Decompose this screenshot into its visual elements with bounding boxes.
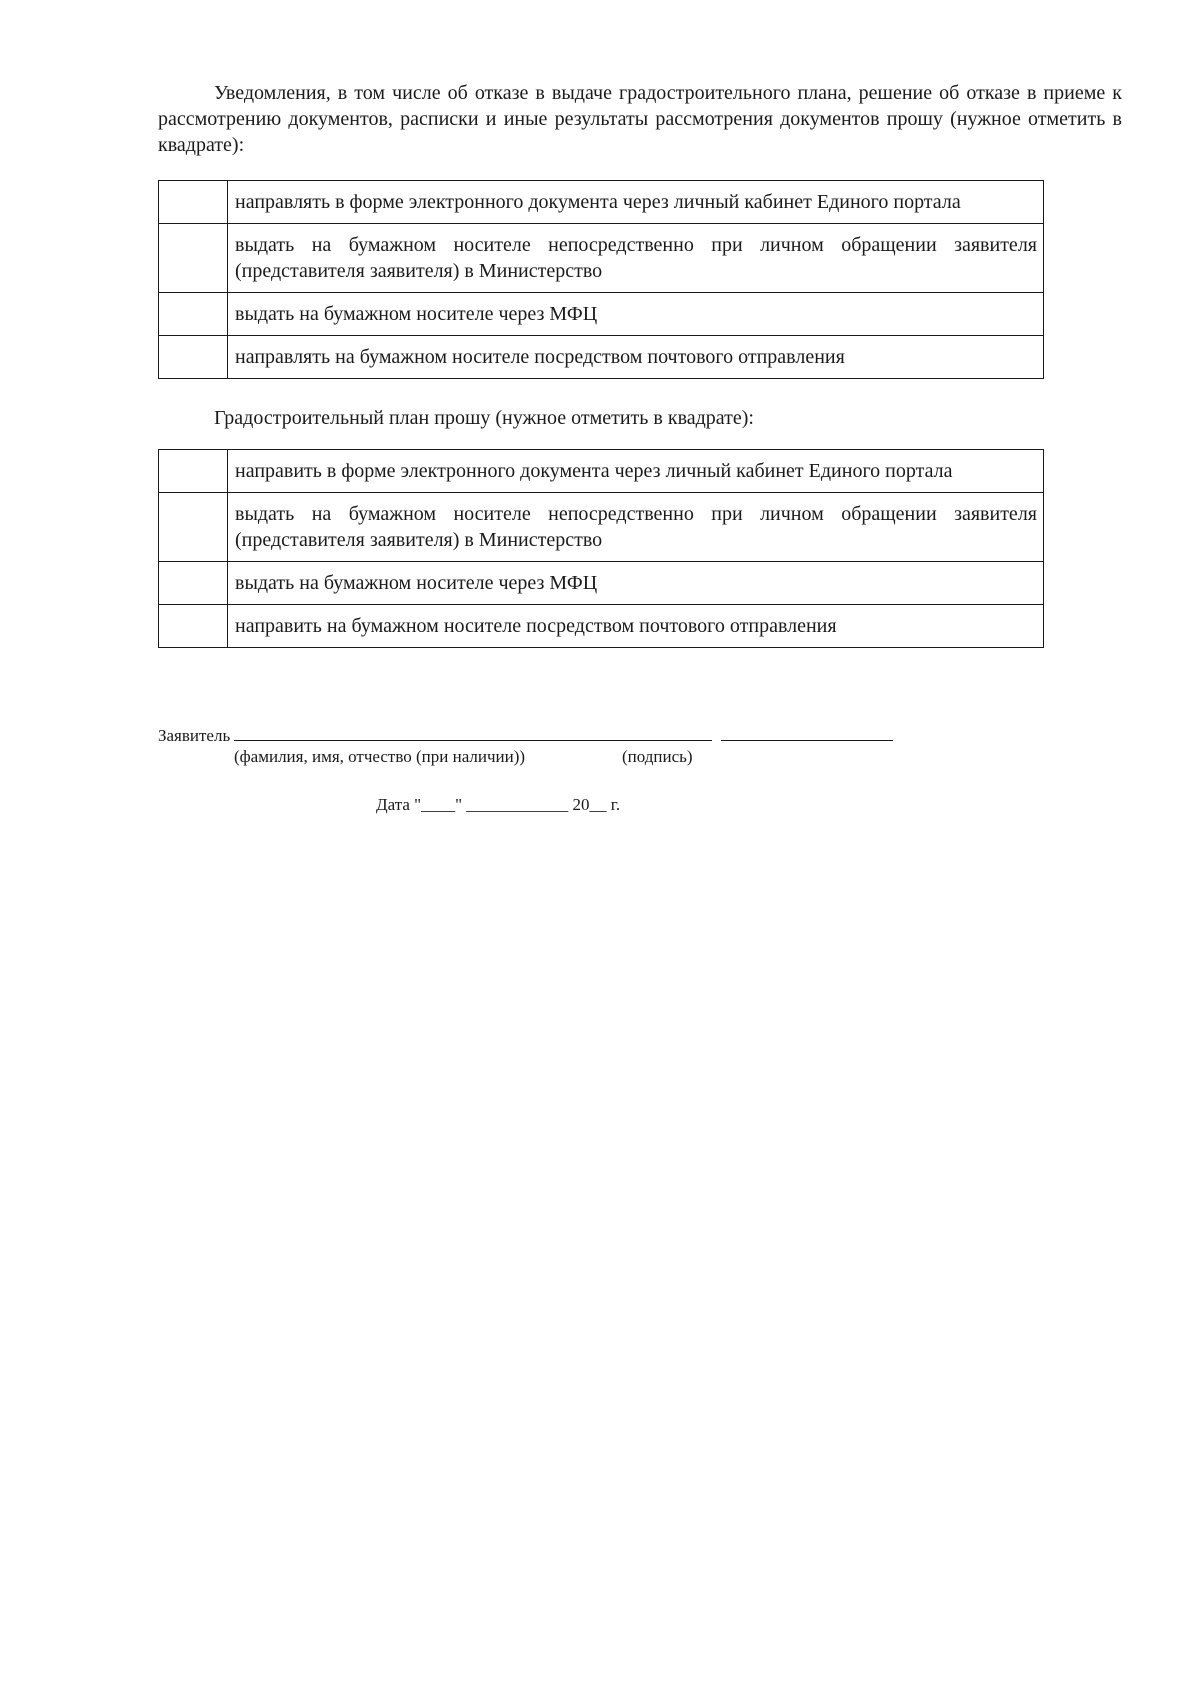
- applicant-name-field[interactable]: [234, 722, 712, 741]
- applicant-label: Заявитель: [158, 726, 231, 745]
- checkbox-cell[interactable]: [159, 336, 228, 379]
- table-row: [159, 605, 1044, 648]
- applicant-signature-line: [158, 722, 893, 746]
- option-label: направить в форме электронного документа через личный кабинет Единого портала: [228, 450, 1044, 493]
- checkbox-cell[interactable]: [159, 224, 228, 293]
- option-label: выдать на бумажном носителе непосредственно при личном обращении заявителя (представителя заявителя) в Министерство: [228, 224, 1044, 293]
- table-row: [159, 336, 1044, 379]
- table-row: [159, 181, 1044, 224]
- name-caption: (фамилия, имя, отчество (при наличии)): [234, 747, 526, 766]
- plan-options-table: [158, 449, 1044, 648]
- checkbox-cell[interactable]: [159, 181, 228, 224]
- date-line: Дата "____" ____________ 20__ г.: [376, 795, 621, 814]
- plan-intro: Градостроительный план прошу (нужное отметить в квадрате):: [214, 407, 754, 429]
- table-row: [159, 493, 1044, 562]
- checkbox-cell[interactable]: [159, 293, 228, 336]
- checkbox-cell[interactable]: [159, 562, 228, 605]
- table-row: [159, 293, 1044, 336]
- table-row: [159, 224, 1044, 293]
- option-label: выдать на бумажном носителе через МФЦ: [228, 293, 1044, 336]
- document-page: [158, 80, 1122, 648]
- notifications-intro: Уведомления, в том числе об отказе в выдаче градостроительного плана, решение об отказе в приеме к рассмотрению документов, расписки и иные результаты рассмотрения документов прошу (нужное отметить в квадрате):: [158, 82, 1122, 156]
- option-label: направлять в форме электронного документа через личный кабинет Единого портала: [228, 181, 1044, 224]
- checkbox-cell[interactable]: [159, 493, 228, 562]
- applicant-signature-field[interactable]: [721, 722, 893, 741]
- checkbox-cell[interactable]: [159, 605, 228, 648]
- signature-caption: (подпись): [622, 747, 693, 766]
- option-label: направить на бумажном носителе посредством почтового отправления: [228, 605, 1044, 648]
- table-row: [159, 562, 1044, 605]
- option-label: выдать на бумажном носителе через МФЦ: [228, 562, 1044, 605]
- table-row: [159, 450, 1044, 493]
- checkbox-cell[interactable]: [159, 450, 228, 493]
- option-label: направлять на бумажном носителе посредством почтового отправления: [228, 336, 1044, 379]
- notifications-options-table: [158, 180, 1044, 379]
- option-label: выдать на бумажном носителе непосредственно при личном обращении заявителя (представителя заявителя) в Министерство: [228, 493, 1044, 562]
